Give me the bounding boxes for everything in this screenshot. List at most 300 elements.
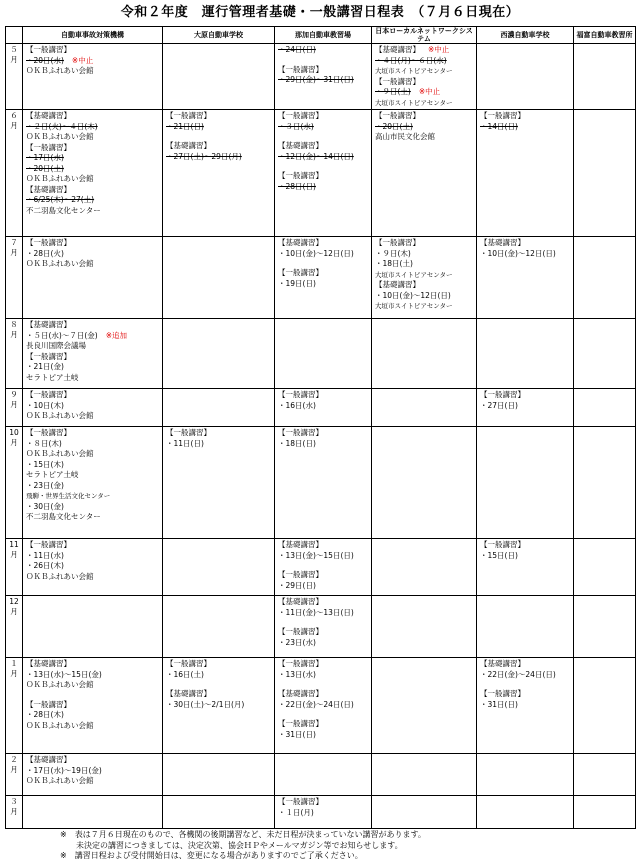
schedule-entry	[26, 111, 159, 122]
entry-text: 【一般講習】	[375, 76, 420, 86]
schedule-cell	[163, 110, 275, 237]
schedule-entry	[166, 670, 271, 681]
status-note: ※中止	[418, 87, 441, 96]
entry-text: ・11日(日)	[166, 438, 204, 448]
schedule-entry	[278, 401, 368, 412]
spacer	[278, 56, 368, 65]
entry-text: セラトピア土岐	[26, 470, 79, 479]
entry-text: ＯＫＢふれあい会館	[26, 776, 94, 785]
schedule-cell	[477, 658, 574, 754]
entry-text: 【一般講習】	[166, 428, 211, 437]
entry-text: ・27日(日)	[480, 400, 518, 410]
notes	[60, 830, 640, 862]
schedule-entry	[278, 597, 368, 608]
schedule-cell	[275, 237, 372, 319]
schedule-entry	[26, 561, 159, 572]
month-label: １月	[6, 658, 23, 754]
entry-text: 【基礎講習】	[480, 659, 525, 668]
schedule-entry	[278, 700, 368, 711]
schedule-row	[6, 796, 636, 829]
entry-text: 【基礎講習】	[26, 320, 71, 329]
entry-text: ・13日(水)	[278, 669, 316, 679]
schedule-cell	[275, 389, 372, 427]
entry-text: ・21日(日)	[166, 121, 204, 131]
schedule-entry	[26, 195, 159, 206]
entry-text: ・21日(金)	[26, 362, 64, 371]
schedule-entry	[375, 45, 473, 56]
schedule-entry	[26, 700, 159, 711]
schedule-entry	[278, 279, 368, 290]
schedule-entry	[375, 132, 473, 143]
schedule-entry	[26, 362, 159, 373]
entry-text: ・10日(金)～12日(日)	[278, 248, 354, 258]
schedule-entry	[26, 320, 159, 331]
entry-text: 大垣市スイトピアセンター	[375, 98, 453, 107]
entry-text: 【一般講習】	[166, 659, 211, 668]
entry-text: ＯＫＢふれあい会館	[26, 720, 94, 730]
entry-text: 【基礎講習】	[26, 755, 71, 764]
spacer	[278, 618, 368, 627]
schedule-entry	[278, 689, 368, 700]
schedule-row	[6, 389, 636, 427]
schedule-cell	[23, 796, 163, 829]
schedule-entry	[26, 776, 159, 787]
schedule-cell	[163, 796, 275, 829]
month-label: ８月	[6, 319, 23, 389]
schedule-cell	[23, 754, 163, 796]
schedule-cell	[163, 754, 275, 796]
schedule-cell	[574, 796, 636, 829]
entry-text: ・24日(日)	[278, 45, 316, 54]
entry-text: 【一般講習】	[278, 111, 323, 120]
schedule-row	[6, 658, 636, 754]
schedule-row	[6, 319, 636, 389]
schedule-entry	[26, 411, 159, 422]
status-note: ※追加	[105, 330, 128, 340]
schedule-entry	[166, 141, 271, 152]
entry-text: 【一般講習】	[375, 238, 420, 247]
schedule-row	[6, 427, 636, 539]
entry-text: 【一般講習】	[26, 142, 71, 152]
schedule-entry	[375, 87, 473, 98]
entry-text: ・３日(水)	[278, 121, 314, 131]
entry-text: ・２日(火)～４日(木)	[26, 121, 98, 131]
schedule-entry	[375, 301, 473, 312]
schedule-entry	[26, 373, 159, 384]
status-note: ※中止	[71, 55, 94, 65]
entry-text: ・11日(金)～13日(日)	[278, 607, 354, 617]
spacer	[278, 132, 368, 141]
entry-text: 【基礎講習】	[26, 184, 71, 194]
entry-text: セラトピア土岐	[26, 372, 79, 382]
schedule-entry	[26, 572, 159, 583]
entry-text: ・18日(日)	[278, 438, 316, 448]
entry-text: 【基礎講習】	[375, 45, 420, 54]
entry-text: ・19日(日)	[278, 278, 316, 288]
schedule-entry	[480, 122, 570, 133]
entry-text: 【一般講習】	[480, 689, 525, 698]
entry-text: 【基礎講習】	[278, 540, 323, 549]
spacer	[278, 680, 368, 689]
entry-text: ・15日(木)	[26, 459, 64, 469]
entry-text: ・14日(日)	[480, 121, 518, 131]
schedule-entry	[166, 122, 271, 133]
schedule-entry	[26, 132, 159, 143]
schedule-entry	[278, 670, 368, 681]
entry-text: 不二羽島文化センター	[26, 205, 101, 215]
entry-text: ・１日(月)	[278, 807, 314, 817]
schedule-entry	[375, 249, 473, 260]
entry-text: 大垣市スイトピアセンター	[375, 67, 453, 75]
schedule-cell	[477, 754, 574, 796]
schedule-entry	[278, 65, 368, 76]
entry-text: 【一般講習】	[480, 540, 525, 549]
entry-text: ・20日(水)	[26, 55, 64, 65]
schedule-entry	[278, 719, 368, 730]
schedule-entry	[26, 259, 159, 270]
schedule-entry	[278, 608, 368, 619]
entry-text: 【基礎講習】	[375, 280, 420, 289]
entry-text: ・８日(木)	[26, 438, 62, 448]
month-label: 10月	[6, 427, 23, 539]
entry-text: ・28日(火)	[26, 248, 64, 258]
entry-text: ＯＫＢふれあい会館	[26, 174, 94, 183]
schedule-cell	[163, 658, 275, 754]
schedule-cell	[372, 427, 477, 539]
schedule-row	[6, 539, 636, 596]
header-cell	[6, 27, 23, 44]
schedule-cell	[275, 754, 372, 796]
entry-text: 【一般講習】	[278, 171, 323, 180]
note-line: ※ 講習日程および受付開始日は、変更になる場合がありますのでご了承ください。	[60, 851, 363, 860]
note-line: ※ 表は７月６日現在のもので、各機関の後期講習など、未だ日程が決まっていない講習があります。	[60, 830, 426, 839]
schedule-entry	[26, 238, 159, 249]
entry-text: ・31日(日)	[278, 729, 316, 739]
schedule-entry	[166, 439, 271, 450]
schedule-entry	[480, 540, 570, 551]
schedule-entry	[278, 75, 368, 86]
entry-text: ＯＫＢふれあい会館	[26, 680, 94, 689]
entry-text: 不二羽島文化センター	[26, 512, 101, 521]
schedule-cell	[574, 427, 636, 539]
entry-text: 【一般講習】	[278, 627, 323, 636]
entry-text: ・10日(金)～12日(日)	[480, 248, 556, 258]
schedule-entry	[278, 238, 368, 249]
entry-text: ・28日(木)	[26, 710, 64, 719]
schedule-entry	[26, 143, 159, 154]
entry-text: ・10日(金)～12日(日)	[375, 290, 451, 300]
schedule-entry	[166, 659, 271, 670]
schedule-cell	[163, 427, 275, 539]
schedule-entry	[278, 638, 368, 649]
schedule-entry	[375, 259, 473, 270]
schedule-entry	[26, 331, 159, 342]
schedule-entry	[480, 670, 570, 681]
schedule-entry	[480, 249, 570, 260]
entry-text: ・6/25(木)～27(土)	[26, 195, 95, 204]
schedule-entry	[375, 122, 473, 133]
entry-text: ・29日(金)～31日(日)	[278, 75, 354, 84]
header-cell: 日本ローカルネットワークシステム	[372, 27, 477, 44]
entry-text: ・26日(木)	[26, 561, 64, 570]
schedule-entry	[166, 428, 271, 439]
status-note: ※中止	[428, 45, 450, 54]
entry-text: 【一般講習】	[166, 111, 211, 120]
schedule-entry	[375, 66, 473, 77]
entry-text: ・15日(日)	[480, 550, 518, 560]
schedule-cell	[275, 658, 372, 754]
schedule-entry	[278, 428, 368, 439]
entry-text: ・５日(水)～７日(金)	[26, 330, 98, 340]
month-label: ５月	[6, 44, 23, 110]
schedule-cell	[275, 596, 372, 658]
schedule-entry	[166, 689, 271, 700]
entry-text: 【基礎講習】	[480, 238, 525, 247]
entry-text: 【一般講習】	[278, 570, 323, 579]
schedule-cell	[477, 44, 574, 110]
schedule-entry	[480, 238, 570, 249]
entry-text: ＯＫＢふれあい会館	[26, 449, 94, 458]
schedule-cell	[23, 427, 163, 539]
schedule-entry	[26, 249, 159, 260]
note-line: 未決定の講習につきましては、決定次第、協会ＨＰやメールマガジン等でお知らせします。	[60, 840, 403, 850]
schedule-entry	[278, 627, 368, 638]
month-label: ７月	[6, 237, 23, 319]
entry-text: ・28日(日)	[278, 181, 316, 191]
schedule-entry	[480, 401, 570, 412]
schedule-cell	[372, 44, 477, 110]
entry-text: 大垣市スイトピアセンター	[375, 302, 453, 310]
entry-text: ＯＫＢふれあい会館	[26, 411, 94, 420]
schedule-entry	[26, 659, 159, 670]
entry-text: 【一般講習】	[26, 699, 71, 709]
entry-text: 【基礎講習】	[26, 659, 71, 668]
entry-text: 【一般講習】	[278, 390, 323, 399]
schedule-entry	[375, 111, 473, 122]
schedule-cell	[372, 658, 477, 754]
entry-text: ・12日(金)～14日(日)	[278, 151, 354, 161]
schedule-cell	[574, 389, 636, 427]
entry-text: 【基礎講習】	[278, 689, 323, 698]
entry-text: ・30日(金)	[26, 501, 64, 511]
schedule-entry	[278, 439, 368, 450]
schedule-cell	[372, 110, 477, 237]
entry-text: 【一般講習】	[278, 64, 323, 74]
entry-text: 【一般講習】	[26, 390, 71, 399]
schedule-entry	[26, 766, 159, 777]
schedule-entry	[26, 460, 159, 471]
entry-text: 【一般講習】	[278, 659, 323, 668]
entry-text: 【一般講習】	[480, 390, 525, 399]
schedule-entry	[26, 670, 159, 681]
schedule-entry	[278, 141, 368, 152]
schedule-cell	[372, 754, 477, 796]
header-cell: 自動車事故対策機構	[23, 27, 163, 44]
schedule-entry	[26, 449, 159, 460]
schedule-cell	[574, 319, 636, 389]
schedule-entry	[26, 551, 159, 562]
schedule-cell	[372, 596, 477, 658]
schedule-entry	[26, 755, 159, 766]
schedule-cell	[23, 596, 163, 658]
entry-text: ・９日(木)	[375, 248, 411, 258]
schedule-cell	[574, 658, 636, 754]
entry-text: ・11日(水)	[26, 550, 64, 560]
schedule-cell	[574, 754, 636, 796]
schedule-cell	[574, 110, 636, 237]
schedule-cell	[477, 539, 574, 596]
schedule-entry	[480, 390, 570, 401]
schedule-entry	[26, 352, 159, 363]
schedule-entry	[278, 111, 368, 122]
schedule-cell	[23, 658, 163, 754]
schedule-entry	[375, 238, 473, 249]
entry-text: 【一般講習】	[278, 797, 323, 806]
entry-text: ・17日(水)～19日(金)	[26, 765, 102, 775]
spacer	[480, 680, 570, 689]
schedule-entry	[278, 570, 368, 581]
schedule-cell	[163, 596, 275, 658]
schedule-entry	[278, 390, 368, 401]
spacer	[166, 132, 271, 141]
schedule-cell	[23, 44, 163, 110]
schedule-entry	[26, 122, 159, 133]
schedule-entry	[26, 481, 159, 492]
schedule-entry	[26, 45, 159, 56]
schedule-cell	[163, 539, 275, 596]
schedule-row	[6, 596, 636, 658]
schedule-cell	[372, 389, 477, 427]
schedule-entry	[480, 659, 570, 670]
entry-text: 【基礎講習】	[26, 111, 71, 120]
schedule-entry	[26, 491, 159, 502]
entry-text: 【一般講習】	[375, 111, 420, 120]
schedule-entry	[375, 77, 473, 88]
entry-text: 【一般講習】	[26, 428, 71, 437]
entry-text: 【一般講習】	[278, 268, 323, 277]
header-row	[6, 27, 636, 44]
schedule-cell	[477, 389, 574, 427]
schedule-table	[5, 26, 636, 829]
entry-text: ・13日(水)～15日(金)	[26, 669, 102, 679]
schedule-entry	[26, 680, 159, 691]
entry-text: ＯＫＢふれあい会館	[26, 259, 94, 268]
schedule-cell	[574, 44, 636, 110]
entry-text: ・４日(月)～６日(水)	[375, 55, 447, 65]
entry-text: ・16日(水)	[278, 400, 316, 410]
entry-text: ・22日(金)～24日(日)	[278, 699, 354, 709]
entry-text: 【基礎講習】	[278, 141, 323, 150]
schedule-entry	[375, 291, 473, 302]
spacer	[26, 691, 159, 700]
schedule-entry	[26, 721, 159, 732]
month-label: ２月	[6, 754, 23, 796]
schedule-entry	[278, 182, 368, 193]
entry-text: 【基礎講習】	[166, 141, 211, 150]
schedule-entry	[278, 171, 368, 182]
schedule-row	[6, 237, 636, 319]
month-label: 12月	[6, 596, 23, 658]
page-title: 令和２年度 運行管理者基礎・一般講習日程表 （７月６日現在）	[120, 5, 520, 20]
entry-text: 大垣市スイトピアセンター	[375, 270, 453, 279]
schedule-entry	[26, 164, 159, 175]
schedule-entry	[26, 174, 159, 185]
schedule-entry	[375, 280, 473, 291]
entry-text: ・23日(金)	[26, 480, 64, 490]
schedule-cell	[23, 237, 163, 319]
header-cell: 西濃自動車学校	[477, 27, 574, 44]
schedule-entry	[26, 428, 159, 439]
entry-text: 高山市民文化会館	[375, 132, 435, 141]
schedule-row	[6, 754, 636, 796]
schedule-cell	[574, 596, 636, 658]
schedule-entry	[26, 540, 159, 551]
schedule-entry	[375, 270, 473, 281]
schedule-entry	[26, 439, 159, 450]
month-label: 11月	[6, 539, 23, 596]
schedule-cell	[477, 796, 574, 829]
schedule-entry	[278, 797, 368, 808]
schedule-cell	[372, 319, 477, 389]
entry-text: ＯＫＢふれあい会館	[26, 66, 94, 75]
schedule-cell	[163, 389, 275, 427]
schedule-cell	[477, 110, 574, 237]
entry-text: ＯＫＢふれあい会館	[26, 571, 94, 581]
schedule-cell	[275, 110, 372, 237]
schedule-entry	[278, 122, 368, 133]
spacer	[278, 710, 368, 719]
entry-text: 【一般講習】	[278, 428, 323, 437]
spacer	[278, 162, 368, 171]
entry-text: ・９日(土)	[375, 87, 411, 96]
entry-text: 【基礎講習】	[166, 689, 211, 698]
schedule-entry	[278, 659, 368, 670]
entry-text: 【一般講習】	[26, 238, 71, 247]
entry-text: ・18日(土)	[375, 259, 413, 268]
schedule-entry	[26, 512, 159, 523]
entry-text: 【一般講習】	[480, 111, 525, 120]
entry-text: 【一般講習】	[26, 540, 71, 549]
entry-text: ・20日(土)	[26, 163, 64, 173]
schedule-cell	[372, 796, 477, 829]
month-label: ６月	[6, 110, 23, 237]
schedule-entry	[26, 341, 159, 352]
schedule-cell	[275, 44, 372, 110]
schedule-entry	[480, 551, 570, 562]
schedule-entry	[480, 111, 570, 122]
entry-text: ・13日(金)～15日(日)	[278, 550, 354, 560]
spacer	[278, 561, 368, 570]
schedule-entry	[26, 401, 159, 412]
entry-text: ＯＫＢふれあい会館	[26, 132, 94, 141]
schedule-entry	[26, 185, 159, 196]
entry-text: 【一般講習】	[26, 45, 71, 54]
schedule-entry	[26, 390, 159, 401]
schedule-entry	[278, 730, 368, 741]
schedule-entry	[278, 249, 368, 260]
schedule-cell	[23, 319, 163, 389]
schedule-cell	[477, 596, 574, 658]
schedule-entry	[26, 66, 159, 77]
entry-text: ・17日(水)	[26, 153, 64, 162]
schedule-entry	[26, 153, 159, 164]
schedule-entry	[375, 98, 473, 109]
schedule-entry	[166, 152, 271, 163]
schedule-cell	[163, 237, 275, 319]
schedule-cell	[163, 319, 275, 389]
schedule-cell	[275, 539, 372, 596]
schedule-entry	[480, 700, 570, 711]
